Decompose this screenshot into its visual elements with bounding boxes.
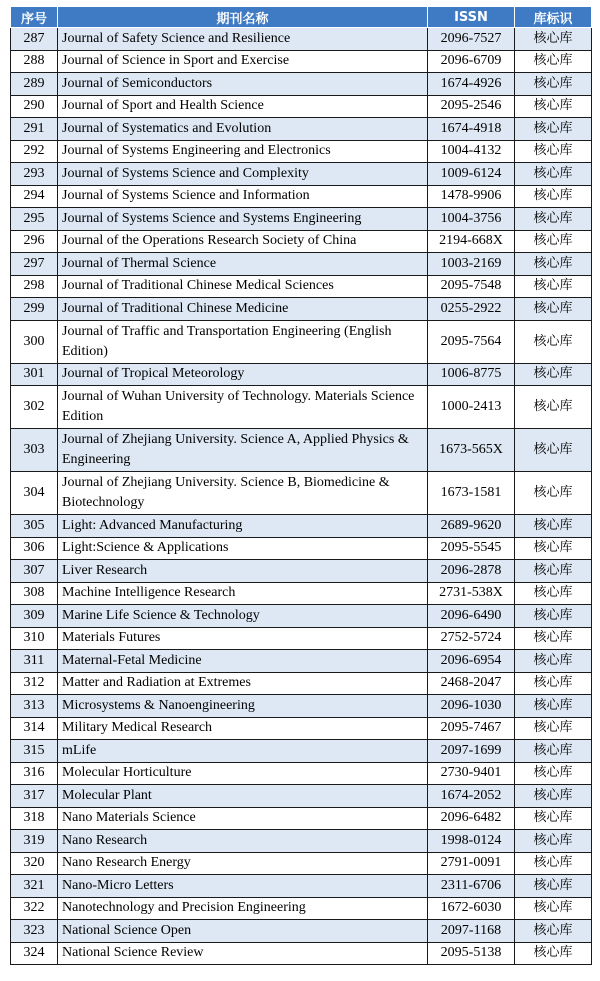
cell-library-flag: 核心库 [515,920,592,943]
table-row [11,118,592,141]
cell-no: 294 [11,185,58,208]
table-row [11,298,592,321]
cell-no: 297 [11,253,58,276]
cell-journal-name: Nano Materials Science [58,807,428,830]
cell-library-flag: 核心库 [515,605,592,628]
cell-journal-name: Nano Research Energy [58,852,428,875]
cell-journal-name: Nano Research [58,830,428,853]
cell-no: 306 [11,537,58,560]
cell-journal-name: Journal of Sport and Health Science [58,95,428,118]
cell-issn: 2194-668X [428,230,515,253]
cell-no: 298 [11,275,58,298]
cell-no: 311 [11,650,58,673]
cell-journal-name: Journal of Thermal Science [58,253,428,276]
cell-library-flag: 核心库 [515,118,592,141]
table-row [11,920,592,943]
table-row [11,140,592,163]
cell-library-flag: 核心库 [515,163,592,186]
cell-no: 316 [11,762,58,785]
cell-no: 287 [11,28,58,51]
table-row [11,537,592,560]
cell-journal-name: Journal of the Operations Research Society of China [58,230,428,253]
cell-library-flag: 核心库 [515,695,592,718]
table-row [11,275,592,298]
cell-no: 310 [11,627,58,650]
cell-library-flag: 核心库 [515,140,592,163]
cell-library-flag: 核心库 [515,472,592,515]
table-row [11,163,592,186]
cell-journal-name: Journal of Traffic and Transportation Engineering (English Edition) [58,320,428,363]
cell-journal-name: mLife [58,740,428,763]
table-row [11,717,592,740]
cell-issn: 2096-7527 [428,28,515,51]
cell-library-flag: 核心库 [515,627,592,650]
cell-issn: 1000-2413 [428,386,515,429]
cell-journal-name: Journal of Systems Science and Systems Engineering [58,208,428,231]
cell-no: 312 [11,672,58,695]
cell-library-flag: 核心库 [515,852,592,875]
cell-issn: 2096-6490 [428,605,515,628]
table-body [11,28,592,965]
cell-issn: 1674-4926 [428,73,515,96]
cell-no: 301 [11,363,58,386]
table-row [11,429,592,472]
cell-issn: 2095-2546 [428,95,515,118]
cell-journal-name: Microsystems & Nanoengineering [58,695,428,718]
cell-issn: 2096-6482 [428,807,515,830]
cell-issn: 2689-9620 [428,515,515,538]
cell-library-flag: 核心库 [515,208,592,231]
cell-issn: 1998-0124 [428,830,515,853]
cell-no: 320 [11,852,58,875]
cell-no: 317 [11,785,58,808]
table-row [11,605,592,628]
cell-issn: 2311-6706 [428,875,515,898]
cell-no: 300 [11,320,58,363]
cell-journal-name: Journal of Zhejiang University. Science A, Applied Physics & Engineering [58,429,428,472]
cell-library-flag: 核心库 [515,320,592,363]
header-flag: 库标识 [515,7,592,28]
cell-library-flag: 核心库 [515,230,592,253]
cell-library-flag: 核心库 [515,386,592,429]
cell-issn: 2095-7564 [428,320,515,363]
cell-library-flag: 核心库 [515,185,592,208]
cell-issn: 2096-6954 [428,650,515,673]
cell-library-flag: 核心库 [515,50,592,73]
cell-journal-name: Journal of Tropical Meteorology [58,363,428,386]
cell-library-flag: 核心库 [515,785,592,808]
cell-no: 293 [11,163,58,186]
cell-no: 307 [11,560,58,583]
cell-library-flag: 核心库 [515,807,592,830]
cell-no: 323 [11,920,58,943]
table-row [11,95,592,118]
cell-no: 295 [11,208,58,231]
cell-library-flag: 核心库 [515,672,592,695]
cell-library-flag: 核心库 [515,942,592,965]
cell-issn: 1006-8775 [428,363,515,386]
cell-journal-name: Light: Advanced Manufacturing [58,515,428,538]
table-row [11,897,592,920]
table-header-row [11,7,592,28]
cell-library-flag: 核心库 [515,582,592,605]
cell-no: 290 [11,95,58,118]
table-row [11,875,592,898]
cell-issn: 2097-1699 [428,740,515,763]
journal-table [10,6,592,965]
cell-journal-name: Machine Intelligence Research [58,582,428,605]
table-row [11,253,592,276]
table-row [11,472,592,515]
cell-issn: 2096-2878 [428,560,515,583]
cell-journal-name: National Science Review [58,942,428,965]
cell-library-flag: 核心库 [515,560,592,583]
cell-journal-name: Materials Futures [58,627,428,650]
cell-journal-name: Journal of Safety Science and Resilience [58,28,428,51]
table-row [11,672,592,695]
cell-journal-name: Matter and Radiation at Extremes [58,672,428,695]
cell-no: 289 [11,73,58,96]
table-row [11,208,592,231]
cell-journal-name: Journal of Systems Science and Information [58,185,428,208]
cell-journal-name: Journal of Systems Science and Complexity [58,163,428,186]
cell-library-flag: 核心库 [515,73,592,96]
cell-issn: 2096-1030 [428,695,515,718]
cell-issn: 1673-1581 [428,472,515,515]
table-row [11,852,592,875]
cell-issn: 2095-5545 [428,537,515,560]
table-row [11,515,592,538]
table-row [11,627,592,650]
cell-no: 322 [11,897,58,920]
cell-no: 292 [11,140,58,163]
cell-journal-name: Liver Research [58,560,428,583]
cell-issn: 1673-565X [428,429,515,472]
cell-journal-name: Journal of Wuhan University of Technology. Materials Science Edition [58,386,428,429]
cell-issn: 2731-538X [428,582,515,605]
table-row [11,762,592,785]
cell-no: 288 [11,50,58,73]
cell-journal-name: Journal of Systems Engineering and Electronics [58,140,428,163]
table-row [11,740,592,763]
table-row [11,50,592,73]
cell-no: 309 [11,605,58,628]
cell-issn: 1004-3756 [428,208,515,231]
cell-no: 314 [11,717,58,740]
cell-issn: 2468-2047 [428,672,515,695]
cell-library-flag: 核心库 [515,717,592,740]
table-row [11,185,592,208]
cell-library-flag: 核心库 [515,537,592,560]
table-row [11,320,592,363]
cell-issn: 1003-2169 [428,253,515,276]
cell-journal-name: Journal of Science in Sport and Exercise [58,50,428,73]
cell-issn: 1674-4918 [428,118,515,141]
cell-library-flag: 核心库 [515,830,592,853]
cell-library-flag: 核心库 [515,515,592,538]
cell-issn: 2791-0091 [428,852,515,875]
cell-no: 305 [11,515,58,538]
cell-library-flag: 核心库 [515,650,592,673]
table-row [11,942,592,965]
cell-issn: 2095-7467 [428,717,515,740]
table-row [11,785,592,808]
cell-no: 324 [11,942,58,965]
cell-library-flag: 核心库 [515,875,592,898]
table-row [11,695,592,718]
cell-no: 291 [11,118,58,141]
cell-library-flag: 核心库 [515,28,592,51]
cell-no: 303 [11,429,58,472]
cell-journal-name: Journal of Traditional Chinese Medicine [58,298,428,321]
cell-no: 304 [11,472,58,515]
cell-issn: 1478-9906 [428,185,515,208]
cell-journal-name: Nano-Micro Letters [58,875,428,898]
cell-journal-name: Journal of Systematics and Evolution [58,118,428,141]
cell-library-flag: 核心库 [515,429,592,472]
header-name: 期刊名称 [58,7,428,28]
cell-issn: 1004-4132 [428,140,515,163]
cell-issn: 2095-7548 [428,275,515,298]
cell-library-flag: 核心库 [515,740,592,763]
cell-journal-name: Journal of Zhejiang University. Science B, Biomedicine & Biotechnology [58,472,428,515]
cell-journal-name: Military Medical Research [58,717,428,740]
cell-no: 315 [11,740,58,763]
table-row [11,582,592,605]
table-row [11,230,592,253]
cell-issn: 2096-6709 [428,50,515,73]
table-row [11,28,592,51]
cell-journal-name: Nanotechnology and Precision Engineering [58,897,428,920]
cell-journal-name: Journal of Traditional Chinese Medical Sciences [58,275,428,298]
cell-issn: 2752-5724 [428,627,515,650]
cell-library-flag: 核心库 [515,253,592,276]
cell-issn: 2095-5138 [428,942,515,965]
cell-issn: 0255-2922 [428,298,515,321]
cell-journal-name: Light:Science & Applications [58,537,428,560]
cell-journal-name: National Science Open [58,920,428,943]
cell-journal-name: Maternal-Fetal Medicine [58,650,428,673]
table-row [11,650,592,673]
cell-journal-name: Marine Life Science & Technology [58,605,428,628]
cell-issn: 2730-9401 [428,762,515,785]
table-row [11,830,592,853]
table-row [11,386,592,429]
cell-journal-name: Molecular Plant [58,785,428,808]
cell-no: 313 [11,695,58,718]
cell-no: 319 [11,830,58,853]
table-row [11,363,592,386]
cell-library-flag: 核心库 [515,275,592,298]
table-row [11,73,592,96]
cell-journal-name: Journal of Semiconductors [58,73,428,96]
cell-issn: 1674-2052 [428,785,515,808]
cell-library-flag: 核心库 [515,363,592,386]
header-no: 序号 [11,7,58,28]
cell-library-flag: 核心库 [515,762,592,785]
cell-no: 302 [11,386,58,429]
cell-library-flag: 核心库 [515,298,592,321]
cell-no: 299 [11,298,58,321]
cell-issn: 2097-1168 [428,920,515,943]
header-issn: ISSN [428,7,515,28]
cell-journal-name: Molecular Horticulture [58,762,428,785]
cell-no: 296 [11,230,58,253]
cell-no: 318 [11,807,58,830]
table-row [11,807,592,830]
cell-issn: 1672-6030 [428,897,515,920]
cell-no: 308 [11,582,58,605]
cell-library-flag: 核心库 [515,897,592,920]
cell-issn: 1009-6124 [428,163,515,186]
table-row [11,560,592,583]
cell-library-flag: 核心库 [515,95,592,118]
cell-no: 321 [11,875,58,898]
